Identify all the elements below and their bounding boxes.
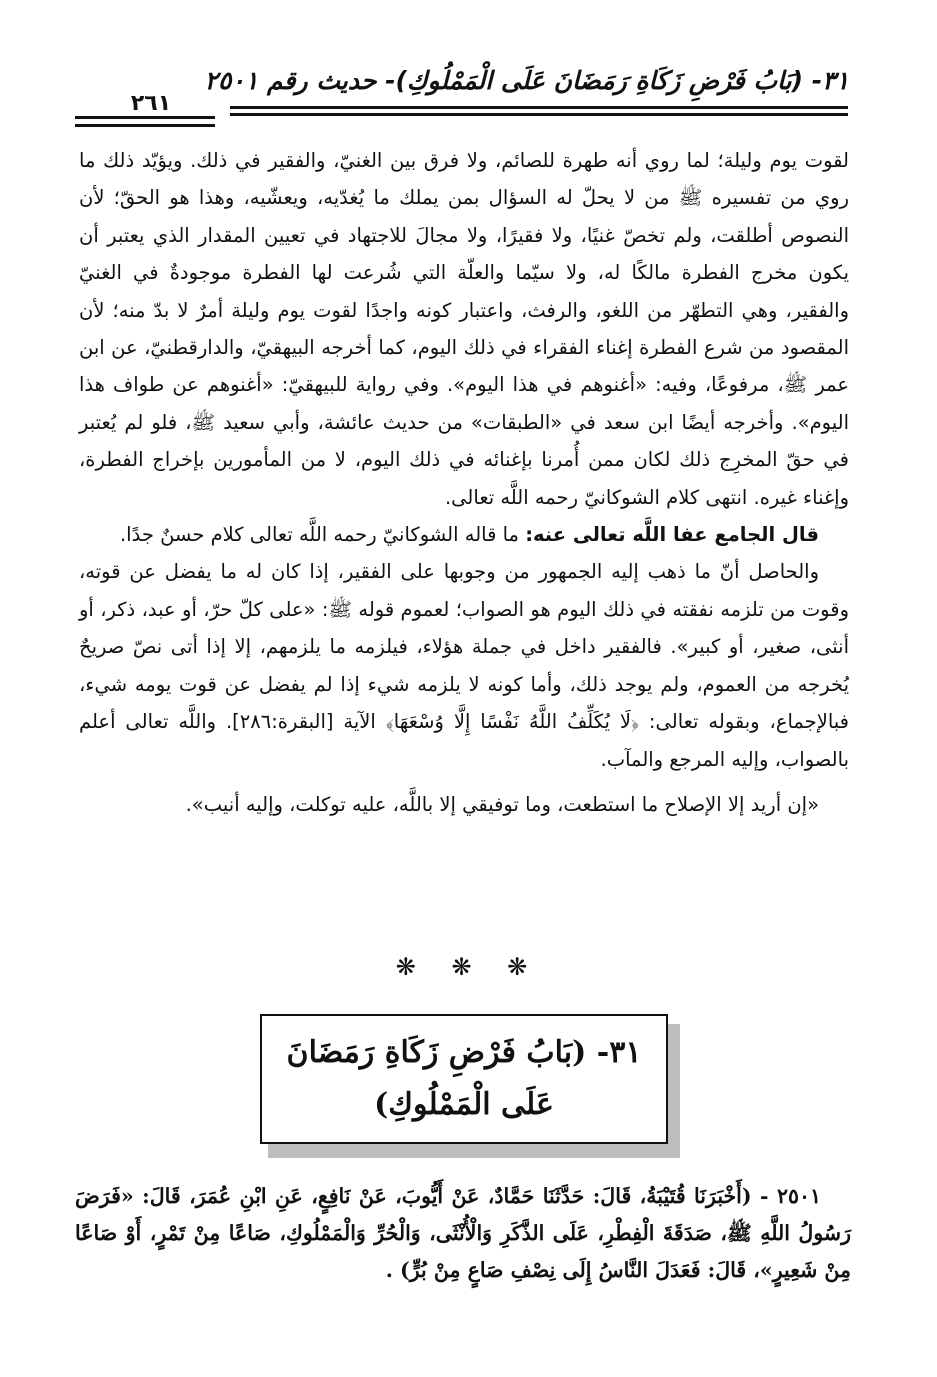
chapter-title: ٣١- (بَابُ فَرْضِ زَكَاةِ رَمَضَانَ عَلَى الْمَمْلُوكِ) bbox=[286, 1035, 642, 1122]
commentary-paragraph-2 bbox=[79, 516, 849, 553]
page-number-rule-lower bbox=[75, 124, 215, 127]
running-title: ٣١- (بَابُ فَرْضِ زَكَاةِ رَمَضَانَ عَلَى الْمَمْلُوكِ)- حديث رقم ٢٥٠١ bbox=[204, 66, 849, 95]
commentary-text bbox=[79, 142, 849, 823]
commentary-paragraph-1: لقوت يوم وليلة؛ لما روي أنه طهرة للصائم، ولا فرق بين الغنيّ، والفقير في ذلك. ويؤيّد ذلك ما روي من تفسيره ﷺ من لا يحلّ له السؤال بمن يملك ما يُغدّيه، ويعشّيه، وهذا هو الحقّ؛ لأن النصوص أطلقت، ولم تخصّ غنيًا، ولا فقيرًا، ولا مجالَ للاجتهاد في تعيين المقدار الذي يعتبر أن يكون مخرج الفطرة مالكًا له، ولا سيّما والعلّة التي شُرعت لها الفطرة موجودةٌ في الغنيّ والفقير، وهي التطهّر من اللغو، والرفث، واعتبار كونه واجدًا لقوت يوم وليلة أمرٌ لا بدّ منه؛ لأن المقصود من شرع الفطرة إغناء الفقراء في ذلك اليوم، كما أخرجه البيهقيّ، والدارقطنيّ، عن ابن عمر ﷺ، مرفوعًا، وفيه: «أغنوهم في هذا اليوم». وفي رواية للبيهقيّ: «أغنوهم عن طواف هذا اليوم». وأخرجه أيضًا ابن سعد في «الطبقات» من حديث عائشة، وأبي سعيد ﷺ، فلو لم يُعتبر في حقّ المخرِج ذلك لكان ممن أُمرنا بإغنائه في ذلك اليوم، لا من المأمورين بإخراج الفطرة، وإغناء غيره. انتهى كلام الشوكانيّ رحمه اللَّه تعالى. bbox=[79, 149, 849, 509]
compiler-label: قال الجامع عفا اللَّه تعالى عنه: bbox=[525, 523, 819, 547]
hadith-paragraph: ٢٥٠١ - (أَخْبَرَنَا قُتَيْبَةُ، قَالَ: حَدَّثَنَا حَمَّادٌ، عَنْ أَيُّوبَ، عَنْ نَافِعٍ، عَنِ ابْنِ عُمَرَ، قَالَ: «فَرَضَ رَسُولُ اللَّهِ ﷺ، صَدَقَةَ الْفِطْرِ، عَلَى الذَّكَرِ وَالْأُنْثَى، وَالْحُرِّ وَالْمَمْلُوكِ، صَاعًا مِنْ تَمْرٍ، أَوْ صَاعًا مِنْ شَعِيرٍ»، قَالَ: فَعَدَلَ النَّاسُ إِلَى نِصْفِ صَاعٍ مِنْ بُرٍّ) . bbox=[75, 1184, 851, 1282]
section-separator: ❋ ❋ ❋ bbox=[395, 953, 542, 981]
page-number-rule bbox=[75, 116, 215, 119]
chapter-heading-box bbox=[260, 1014, 668, 1144]
commentary-paragraph-3: والحاصل أنّ ما ذهب إليه الجمهور من وجوبها على الفقير، إذا كان له ما يفضل عن قوته، وقوت من تلزمه نفقته في ذلك اليوم هو الصواب؛ لعموم قوله ﷺ: «على كلّ حرّ، أو عبد، ذكر، أو أنثى، صغير، أو كبير». فالفقير داخل في جملة هؤلاء، فيلزمه ما يلزمهم، إلا إذا أتى نصّ صريحٌ يُخرجه من العموم، ولم يوجد ذلك، وأما كونه لا يلزمه شيء إذا لم يفضل عن قوت يومه شيء، فبالإجماع، وبقوله تعالى: ﴿لَا يُكَلِّفُ اللَّهُ نَفْسًا إِلَّا وُسْعَهَا﴾ الآية [البقرة:٢٨٦]. واللَّه تعالى أعلم بالصواب، وإليه المرجع والمآب. bbox=[79, 560, 850, 771]
compiler-remark: ما قاله الشوكانيّ رحمه اللَّه تعالى كلام حسنٌ جدًا. bbox=[119, 523, 526, 547]
hadith-text bbox=[75, 1178, 851, 1289]
page-number: ٢٦١ bbox=[130, 91, 172, 116]
closing-supplication: «إن أريد إلا الإصلاح ما استطعت، وما توفيقي إلا باللَّه، عليه توكلت، وإليه أنيب». bbox=[185, 792, 819, 816]
header-rule bbox=[230, 106, 848, 109]
header-rule-lower bbox=[230, 113, 848, 116]
